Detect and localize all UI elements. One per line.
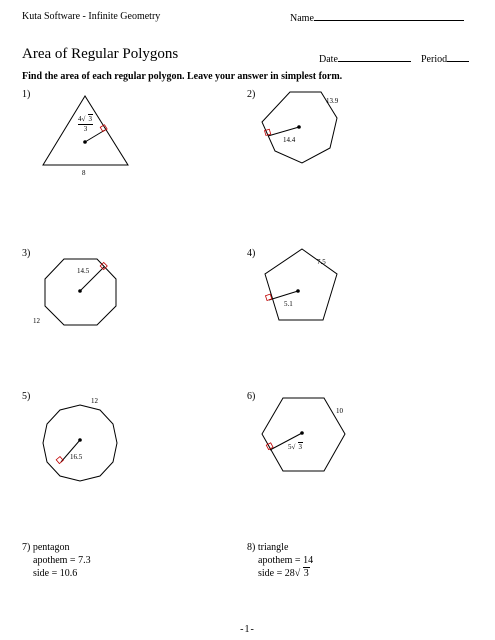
problem-8 <box>247 541 313 580</box>
problem-7-shape: pentagon <box>32 542 70 553</box>
problem-8-shape: triangle <box>257 542 289 553</box>
decagon-side-label: 12 <box>91 397 98 405</box>
side-radicand: 3 <box>303 568 309 579</box>
problem-8-line2: side = 28 √ 3 <box>258 568 309 579</box>
pentagon-right-angle-mark <box>265 294 271 300</box>
hexagon-center <box>300 431 304 435</box>
hexagon-apothem-label: 5 √ 3 <box>288 443 302 451</box>
figure-4-pentagon <box>265 249 337 320</box>
hexagon-side-label: 10 <box>336 407 343 415</box>
pentagon-side-label: 7.5 <box>317 258 326 266</box>
problem-5-number: 5) <box>22 391 31 402</box>
problem-8-number: 8) <box>247 542 256 553</box>
octagon-radius-label: 14.5 <box>77 267 90 275</box>
side-prefix: side = <box>258 568 285 579</box>
problem-7-line2: side = 10.6 <box>33 568 78 579</box>
apothem-radicand: 3 <box>88 115 92 123</box>
problem-2-number: 2) <box>247 89 256 100</box>
heptagon-apothem <box>268 127 299 136</box>
apothem-coefficient: 5 <box>288 443 292 451</box>
decagon-outline <box>43 405 117 481</box>
problem-3-number: 3) <box>22 248 31 259</box>
heptagon-apothem-label: 14.4 <box>283 136 296 144</box>
hexagon-outline <box>262 398 345 471</box>
name-label: Name <box>290 13 314 24</box>
problem-7-number: 7) <box>22 542 31 553</box>
apothem-value: 14 <box>303 555 314 566</box>
pentagon-outline <box>265 249 337 320</box>
instructions: Find the area of each regular polygon. Leave your answer in simplest form. <box>22 71 343 82</box>
source-label: Kuta Software - Infinite Geometry <box>22 11 161 22</box>
pentagon-apothem <box>269 291 298 300</box>
heptagon-center <box>297 125 301 129</box>
date-label: Date <box>319 54 338 65</box>
octagon-center <box>78 289 82 293</box>
pentagon-center <box>296 289 300 293</box>
figure-6-hexagon <box>262 398 345 471</box>
figure-5-decagon <box>43 405 117 481</box>
problem-1-number: 1) <box>22 89 31 100</box>
side-coefficient: 28 <box>284 568 295 579</box>
triangle-apothem-label: 4 √ 3 3 <box>78 115 92 133</box>
problem-6-number: 6) <box>247 391 256 402</box>
triangle-side-label: 8 <box>82 169 86 177</box>
apothem-denominator: 3 <box>83 125 88 133</box>
problem-7 <box>22 541 91 580</box>
decagon-center <box>78 438 82 442</box>
heptagon-side-label: 13.9 <box>326 97 339 105</box>
problem-8-line1 <box>247 554 313 567</box>
apothem-prefix: apothem = <box>258 555 304 566</box>
page-number: -1- <box>240 624 255 635</box>
page-title: Area of Regular Polygons <box>22 46 179 62</box>
apothem-coefficient: 4 <box>78 115 82 123</box>
period-label: Period <box>421 54 448 65</box>
problem-4-number: 4) <box>247 248 256 259</box>
triangle-center <box>83 140 87 144</box>
decagon-apothem-label: 16.5 <box>70 453 83 461</box>
apothem-radicand: 3 <box>298 443 302 451</box>
pentagon-apothem-label: 5.1 <box>284 300 293 308</box>
problem-7-line1: apothem = 7.3 <box>33 555 91 566</box>
octagon-side-label: 12 <box>33 317 40 325</box>
